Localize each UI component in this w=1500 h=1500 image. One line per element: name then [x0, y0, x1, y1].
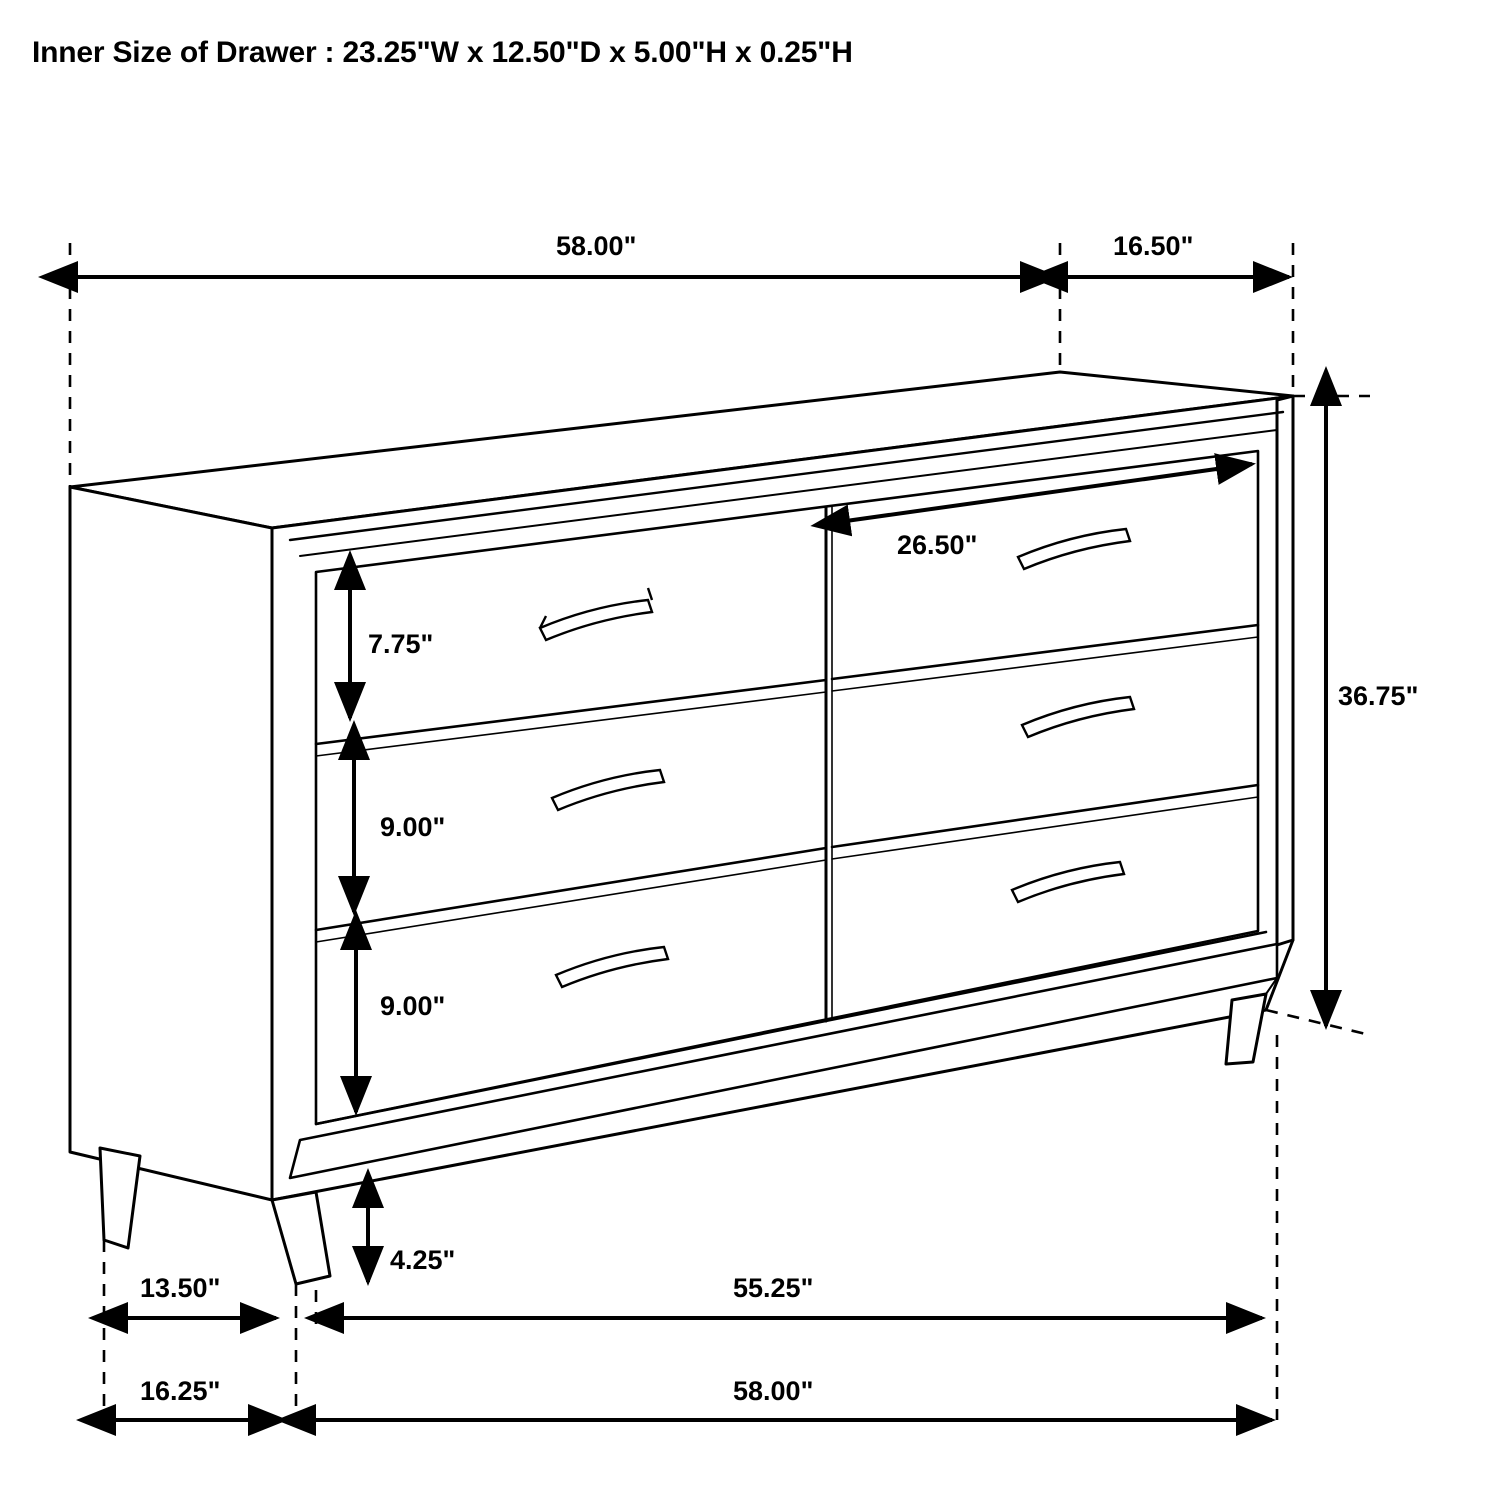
label-leg-height: 4.25" — [390, 1245, 456, 1275]
leg-back-left — [100, 1148, 140, 1248]
label-drawer-height-bottom: 9.00" — [380, 991, 446, 1021]
label-top-width: 58.00" — [556, 231, 637, 261]
ext-height-bottom — [1266, 1010, 1370, 1035]
label-top-depth: 16.50" — [1113, 231, 1194, 261]
label-base-width-outer: 58.00" — [733, 1376, 814, 1406]
label-drawer-width-right: 26.50" — [897, 530, 978, 560]
leg-front-left — [272, 1192, 330, 1284]
dresser-right-edge — [1277, 396, 1293, 945]
label-base-width-inner: 55.25" — [733, 1273, 814, 1303]
label-base-depth-left: 13.50" — [140, 1273, 221, 1303]
page-title: Inner Size of Drawer : 23.25"W x 12.50"D x 5.00"H x 0.25"H — [32, 36, 853, 69]
dresser-body — [70, 372, 1293, 1284]
label-drawer-height-middle: 9.00" — [380, 812, 446, 842]
label-drawer-height-top: 7.75" — [368, 629, 434, 659]
dresser-left-side — [70, 487, 272, 1200]
leg-front-right — [1226, 994, 1266, 1064]
label-base-depth-left-outer: 16.25" — [140, 1376, 221, 1406]
label-overall-height: 36.75" — [1338, 681, 1419, 711]
